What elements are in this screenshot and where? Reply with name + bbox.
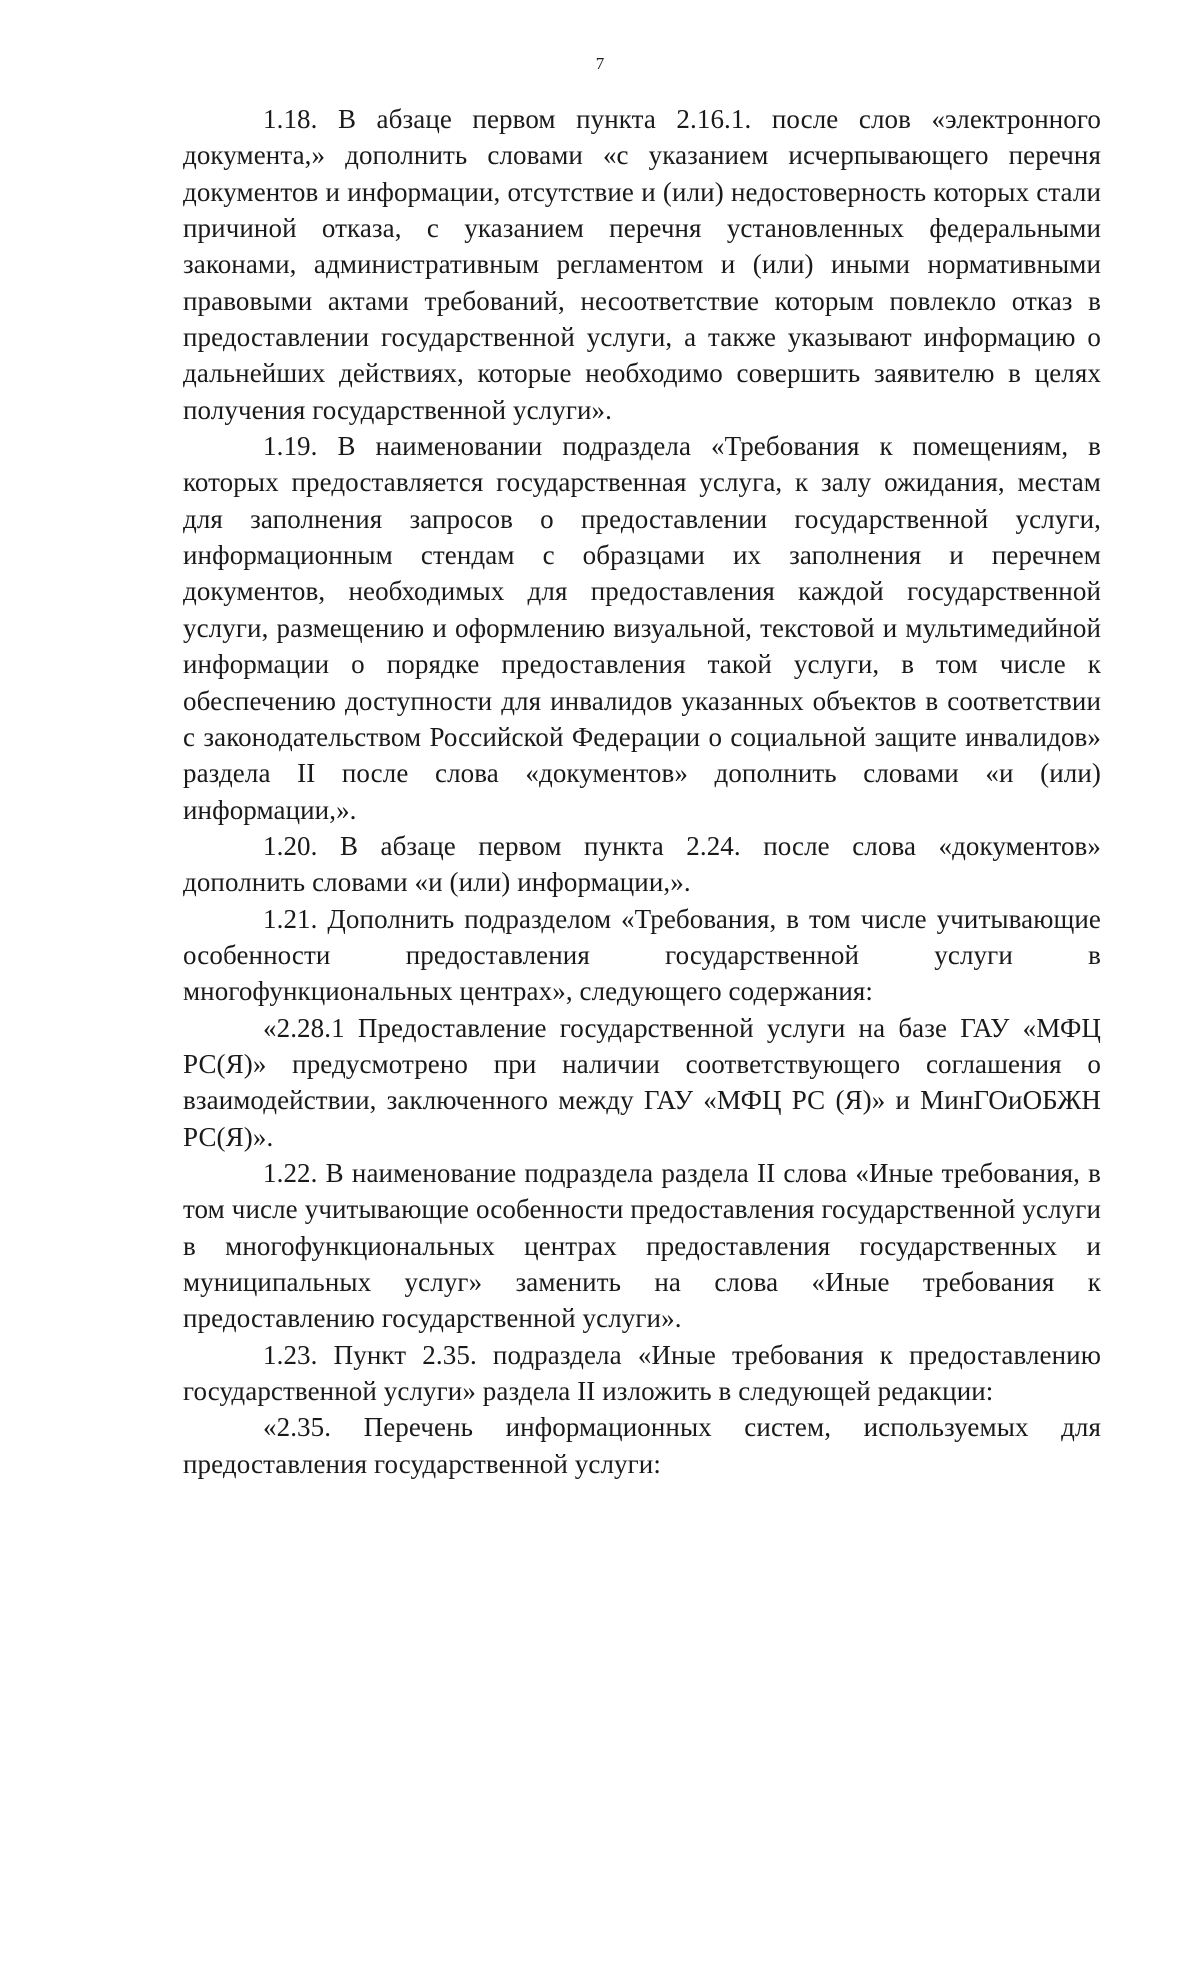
paragraph-1-22: 1.22. В наименование подраздела раздела II слова «Иные требования, в том числе учитывающие особенности предоставления государственной услуги в многофункциональных центрах предоставления государственных и муниципальных услуг» заменить на слова «Иные требования к предоставлению государственной услуги». [183,1157,1101,1334]
paragraph-1-20: 1.20. В абзаце первом пункта 2.24. после слова «документов» дополнить словами «и (или) информации,». [183,830,1101,898]
page-number: 7 [595,54,605,73]
paragraph-1-18: 1.18. В абзаце первом пункта 2.16.1. после слов «электронного документа,» дополнить словами «с указанием исчерпывающего перечня документов и информации, отсутствие и (или) недостоверность которых стали причиной отказа, с указанием перечня установленных федеральными законами, административным регламентом и (или) иными нормативными правовыми актами требований, несоответствие которым повлекло отказ в предоставлении государственной услуги, а также указывают информацию о дальнейших действиях, которые необходимо совершить заявителю в целях получения государственной услуги». [183,104,1101,425]
document-body [183,101,1101,1482]
paragraph-1-23: 1.23. Пункт 2.35. подраздела «Иные требования к предоставлению государственной услуги» раздела II изложить в следующей редакции: [183,1339,1101,1407]
paragraph-1-19: 1.19. В наименовании подраздела «Требования к помещениям, в которых предоставляется государственная услуга, к залу ожидания, местам для заполнения запросов о предоставлении государственной услуги, информационным стендам с образцами их заполнения и перечнем документов, необходимых для предоставления каждой государственной услуги, размещению и оформлению визуальной, текстовой и мультимедийной информации о порядке предоставления такой услуги, в том числе к обеспечению доступности для инвалидов указанных объектов в соответствии с законодательством Российской Федерации о социальной защите инвалидов» раздела II после слова «документов» дополнить словами «и (или) информации,». [183,431,1101,825]
paragraph-1-21: 1.21. Дополнить подразделом «Требования, в том числе учитывающие особенности предоставления государственной услуги в многофункциональных центрах», следующего содержания: [183,903,1101,1007]
paragraph-2-28-1: «2.28.1 Предоставление государственной услуги на базе ГАУ «МФЦ РС(Я)» предусмотрено при наличии соответствующего соглашения о взаимодействии, заключенного между ГАУ «МФЦ РС (Я)» и МинГОиОБЖН РС(Я)». [183,1012,1101,1152]
paragraph-2-35: «2.35. Перечень информационных систем, используемых для предоставления государственной услуги: [183,1412,1101,1479]
